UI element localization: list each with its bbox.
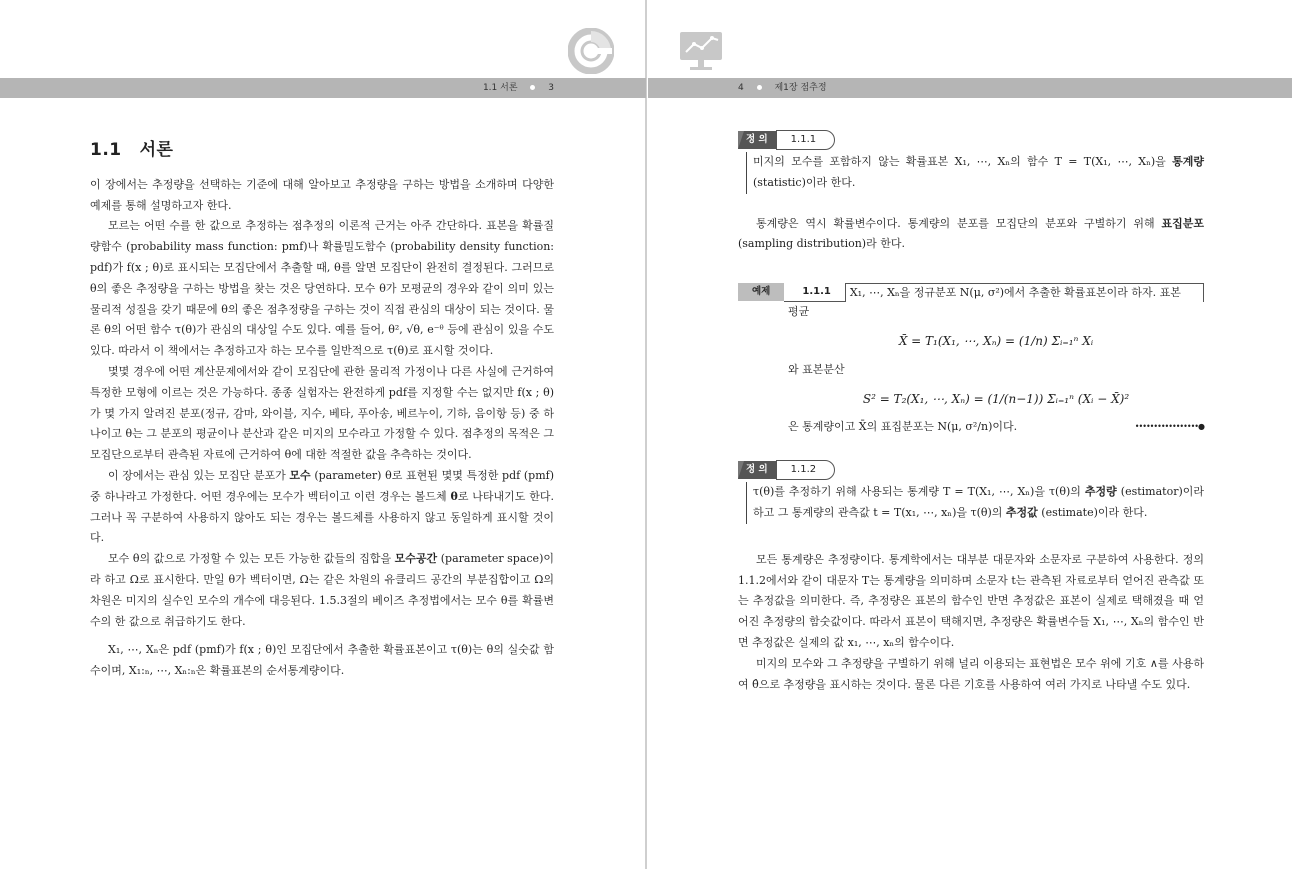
example-conclusion: 은 통계량이고 X̄의 표집분포는 N(μ, σ²/n)이다. xyxy=(788,420,1018,434)
paragraph: 모든 통계량은 추정량이다. 통계학에서는 대부분 대문자와 소문자로 구분하여 사용한다. 정의 1.1.2에서와 같이 대문자 T는 통계량을 의미하며 소문자 t는 관측된 자료로부터 얻어진 관측값 또는 추정값을 의미한다. 즉, 추정량은 표본의 함수인 반면 추정값은 표본이 실제로 택해졌을 때 얻어진 추정량의 함숫값이다. 따라서 표본이 택해지면, 추정량은 확률변수들 X₁, ⋯, Xₙ의 함수인 반면 추정값은 실제의 값 x₁, ⋯, xₙ의 함수이다. xyxy=(738,552,1204,649)
definition-number: 1.1.2 xyxy=(776,460,835,480)
example-header xyxy=(738,283,1204,302)
definition-box xyxy=(738,460,1204,524)
definition-label xyxy=(738,130,1204,150)
definition-number: 1.1.1 xyxy=(776,130,835,150)
header-dot-icon xyxy=(757,85,762,90)
header-dot-icon xyxy=(530,85,535,90)
header-section: 1.1 서론 xyxy=(482,83,518,93)
paragraph: 통계량은 역시 확률변수이다. 통계량의 분포를 모집단의 분포와 구별하기 위해 표집분포 (sampling distribution)라 한다. xyxy=(738,216,1204,251)
example-box xyxy=(738,283,1204,438)
running-header xyxy=(648,78,1292,98)
section-title-text: 서론 xyxy=(139,140,174,160)
example-intro: X₁, ⋯, Xₙ을 정규분포 N(μ, σ²)에서 추출한 확률표본이라 하자. 표본 xyxy=(845,283,1204,302)
definition-text: τ(θ)를 추정하기 위해 사용되는 통계량 T = T(X₁, ⋯, Xₙ)을 τ(θ)의 추정량 (estimator)이라 하고 그 통계량의 관측값 t = T(x₁, ⋯, xₙ)을 τ(θ)의 추정값 (estimate)이라 한다. xyxy=(746,482,1204,524)
definition-label xyxy=(738,460,1204,480)
definition-tag: 정 의 xyxy=(738,461,776,479)
monitor-chart-icon xyxy=(678,28,724,74)
pie-chart-icon xyxy=(568,28,614,74)
example-line: 평균 xyxy=(788,305,810,319)
section-title xyxy=(90,140,554,161)
left-page-body xyxy=(90,140,554,682)
example-line xyxy=(788,417,1204,438)
header-chapter: 제1장 점추정 xyxy=(774,83,827,93)
paragraph: 미지의 모수와 그 추정량을 구별하기 위해 널리 이용되는 표현법은 모수 위에 기호 ∧를 사용하여 θ̂으로 추정량을 표시하는 것이다. 물론 다른 기호를 사용하여 여러 가지로 나타낼 수도 있다. xyxy=(738,656,1204,691)
definition-text: 미지의 모수를 포함하지 않는 확률표본 X₁, ⋯, Xₙ의 함수 T = T(X₁, ⋯, Xₙ)을 통계량 (statistic)이라 한다. xyxy=(746,152,1204,194)
example-line: 와 표본분산 xyxy=(788,362,845,376)
paragraph: X₁, ⋯, Xₙ은 pdf (pmf)가 f(x ; θ)인 모집단에서 추출한 확률표본이고 τ(θ)는 θ의 실숫값 함수이며, X₁:ₙ, ⋯, Xₙ:ₙ은 확률표본의 순서통계량이다. xyxy=(90,643,554,678)
page-number: 3 xyxy=(548,83,554,93)
section-number: 1.1 xyxy=(90,140,122,160)
example-number: 1.1.1 xyxy=(784,283,844,302)
definition-tag: 정 의 xyxy=(738,131,776,149)
end-of-example-icon: •••••••••••••••••● xyxy=(1134,422,1204,432)
paragraph: 이 장에서는 추정량을 선택하는 기준에 대해 알아보고 추정량을 구하는 방법을 소개하며 다양한 예제를 통해 설명하고자 한다. xyxy=(90,177,554,212)
running-header xyxy=(0,78,646,98)
right-page-body xyxy=(738,130,1204,695)
paragraph: 모르는 어떤 수를 한 값으로 추정하는 점추정의 이론적 근거는 아주 간단하다. 표본을 확률질량함수 (probability mass function: pmf)나 확률밀도함수 (probability density function: pdf)가 f(x ; θ)로 표시되는 모집단에서 추출할 때, θ를 알면 모집단이 완전히 결정된다. 그러므로 θ의 좋은 추정량을 구하는 방법을 찾는 것은 당연하다. 모수 θ가 모평균의 경우와 같이 의미 있는 물리적 성질을 갖기 때문에 θ의 좋은 점추정량을 구하는 것이 직접 관심의 대상이 되는 것이다. 물론 θ의 어떤 함수 τ(θ)가 관심의 대상일 수도 있다. 예를 들어, θ², √θ, e⁻ᶿ 등에 관심이 있을 수도 있다. 따라서 이 책에서는 추정하고자 하는 모수를 일반적으로 τ(θ)로 표시할 것이다. xyxy=(90,219,554,358)
paragraph: 모수 θ의 값으로 가정할 수 있는 모든 가능한 값들의 집합을 모수공간 (parameter space)이라 하고 Ω로 표시한다. 만일 θ가 벡터이면, Ω는 같은 차원의 유클리드 공간의 부분집합이고 Ω의 차원은 미지의 실수인 모수의 개수에 대응된다. 1.5.3절의 베이즈 추정법에서는 모수 θ를 확률변수의 한 값으로 취급하기도 한다. xyxy=(90,552,554,628)
paragraph: 이 장에서는 관심 있는 모집단 분포가 모수 (parameter) θ로 표현된 몇몇 특정한 pdf (pmf)중 하나라고 가정한다. 어떤 경우에는 모수가 벡터이고 이런 경우는 볼드체 θ로 나타내기도 한다. 그러나 꼭 구분하여 사용하지 않아도 되는 경우는 볼드체를 사용하지 않고 동일하게 표시할 것이다. xyxy=(90,468,555,545)
paragraph: 몇몇 경우에 어떤 계산문제에서와 같이 모집단에 관한 물리적 가정이나 다른 사실에 근거하여 특정한 모형에 이르는 것은 가능하다. 종종 실험자는 완전하게 pdf를 지정할 수는 없지만 f(x ; θ)가 몇 가지 알려진 분포(정규, 감마, 와이블, 지수, 베타, 푸아송, 베르누이, 기하, 음이항 등) 중 하나이고 θ는 그 분포의 평균이나 분산과 같은 미지의 모수라고 가정할 수 있다. 점추정의 목적은 그 모집단으로부터 관측된 자료에 근거하여 θ에 대한 적절한 값을 추측하는 것이다. xyxy=(90,364,554,462)
equation-sample-variance: S² = T₂(X₁, ⋯, Xₙ) = (1/(n−1)) Σᵢ₌₁ⁿ (Xᵢ − X̄)² xyxy=(862,391,1130,406)
example-body xyxy=(738,302,1204,438)
example-tag: 예제 xyxy=(738,283,784,301)
page-number: 4 xyxy=(738,83,744,93)
definition-box xyxy=(738,130,1204,194)
equation-sample-mean: X̄ = T₁(X₁, ⋯, Xₙ) = (1/n) Σᵢ₌₁ⁿ Xᵢ xyxy=(898,333,1094,348)
right-page xyxy=(648,0,1292,869)
